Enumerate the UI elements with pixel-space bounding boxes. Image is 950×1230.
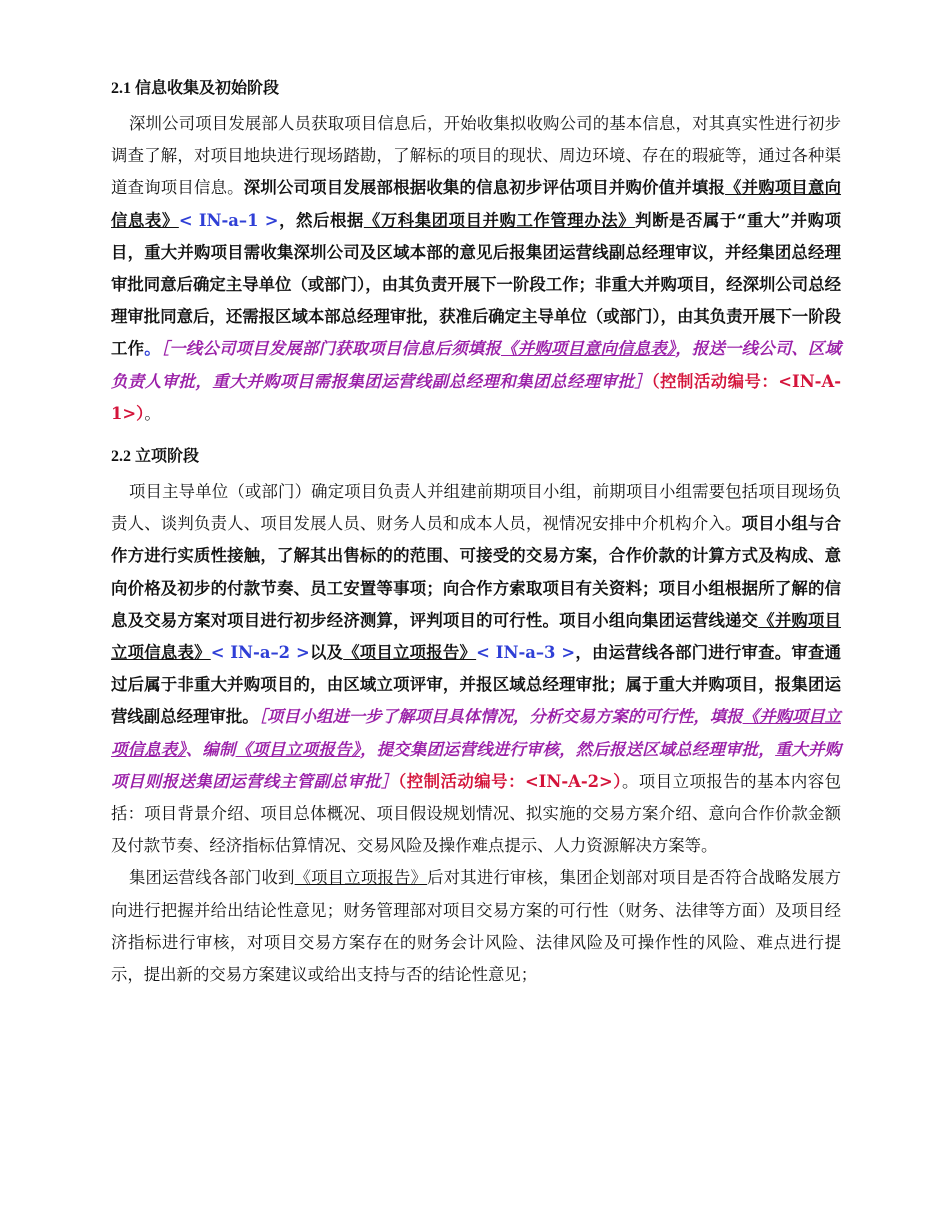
document-page — [111, 74, 841, 991]
control-report-link[interactable]: 《项目立项报告》 — [235, 739, 361, 759]
text-body: 后对其进行审核，集团企划部对项目是否符合战略发展方向进行把握并给出结论性意见；财务管理部对项目交易方案的可行性（财务、法律等方面）及项目经济指标进行审核，对项目交易方案存在的财务会计风险、法律风险及可操作性的风险、难点进行提示，提出新的交易方案建议或给出支持与否的结论性意见； — [111, 868, 842, 985]
text-intro: 集团运营线各部门收到 — [129, 868, 295, 888]
text-bold: ，然后根据 — [278, 210, 364, 230]
doc-link-management-rules[interactable]: 《万科集团项目并购工作管理办法》 — [363, 210, 636, 230]
control-note-text: ［项目小组进一步了解项目具体情况，分析交易方案的可行性，填报 — [258, 707, 743, 727]
text-intro: 深圳公司项目发展部人员获取项目信息后，开始收集拟收购公司的基本信息，对其真实性进行初步调查了解，对项目地块进行现场踏勘，了解标的项目的现状、周边环境、存在的瑕疵等，通过各种渠道查询项目信息。 — [111, 114, 841, 198]
text-bold: 判断是否属于“重大”并购项目，重大并购项目需收集深圳公司及区域本部的意见后报集团运营线副总经理审议，并经集团总经理审批同意后确定主导单位（或部门），由其负责开展下一阶段工作；非重大并购项目，经深圳公司总经理审批同意后，还需报区域本部总经理审批，获准后确定主导单位（或部门），由其负责开展下一阶段工作 — [111, 210, 842, 359]
doc-link-approval-report[interactable]: 《项目立项报告》 — [343, 643, 477, 663]
ref-code-in-a-1: < IN-a–1 > — [178, 210, 279, 230]
text-bold: ，由运营线各部门进行审查。审查通过后属于非重大并购项目的，由区域立项评审，并报区域总经理审批；属于重大并购项目，报集团运营线副总经理审批。 — [111, 643, 842, 727]
form-link-intent-info[interactable]: 《并购项目意向信息表》 — [111, 178, 842, 230]
control-note-text: 、编制 — [185, 739, 236, 759]
text-bold: 深圳公司项目发展部根据收集的信息初步评估项目并购价值并填报 — [243, 178, 726, 198]
control-note-text: ，提交集团运营线进行审核，然后报送区域总经理审批，重大并购项目则报送集团运营线主管副总审批］ — [111, 739, 842, 791]
control-note-text: ［一线公司项目发展部门获取项目信息后须填报 — [160, 339, 501, 359]
control-activity-code: （控制活动编号：<IN-A-1>） — [111, 371, 841, 423]
control-activity-code: （控制活动编号：<IN-A-2>） — [398, 771, 622, 791]
text-tail: 。项目立项报告的基本内容包括：项目背景介绍、项目总体概况、项目假设规划情况、拟实施的交易方案介绍、意向合作价款金额及付款节奏、经济指标估算情况、交易风险及操作难点提示、人力资源解决方案等。 — [111, 771, 842, 856]
section-heading-2-1: 2.1 信息收集及初始阶段 — [111, 80, 280, 97]
text-bold: 以及 — [309, 643, 344, 663]
section-heading-2-2: 2.2 立项阶段 — [111, 448, 200, 466]
control-form-link[interactable]: 《并购项目意向信息表》 — [500, 339, 676, 359]
text-bold: 项目小组与合作方进行实质性接触，了解其出售标的的范围、可接受的交易方案，合作价款的计算方式及构成、意向价格及初步的付款节奏、员工安置等事项；向合作方索取项目有关资料；项目小组根据所了解的信息及交易方案对项目进行初步经济测算，评判项目的可行性。项目小组向集团运营线递交 — [111, 514, 842, 630]
doc-link-approval-report[interactable]: 《项目立项报告》 — [294, 868, 428, 888]
control-note-text: ，报送一线公司、区域负责人审批，重大并购项目需报集团运营线副总经理和集团总经理审批］ — [111, 339, 841, 391]
paragraph-group-review — [111, 862, 841, 991]
text-end: 。 — [144, 403, 161, 423]
paragraph-project-approval — [111, 476, 841, 862]
control-form-link[interactable]: 《并购项目立项信息表》 — [111, 707, 841, 759]
ref-code-in-a-2: < IN-a–2 > — [210, 643, 310, 663]
ref-code-in-a-3: < IN-a–3 > — [476, 643, 576, 663]
text-period: 。 — [144, 339, 161, 359]
form-link-approval-info[interactable]: 《并购项目立项信息表》 — [111, 610, 842, 663]
paragraph-info-collection — [111, 108, 841, 430]
text-intro: 项目主导单位（或部门）确定项目负责人并组建前期项目小组，前期项目小组需要包括项目现场负责人、谈判负责人、项目发展人员、财务人员和成本人员，视情况安排中介机构介入。 — [111, 482, 841, 534]
